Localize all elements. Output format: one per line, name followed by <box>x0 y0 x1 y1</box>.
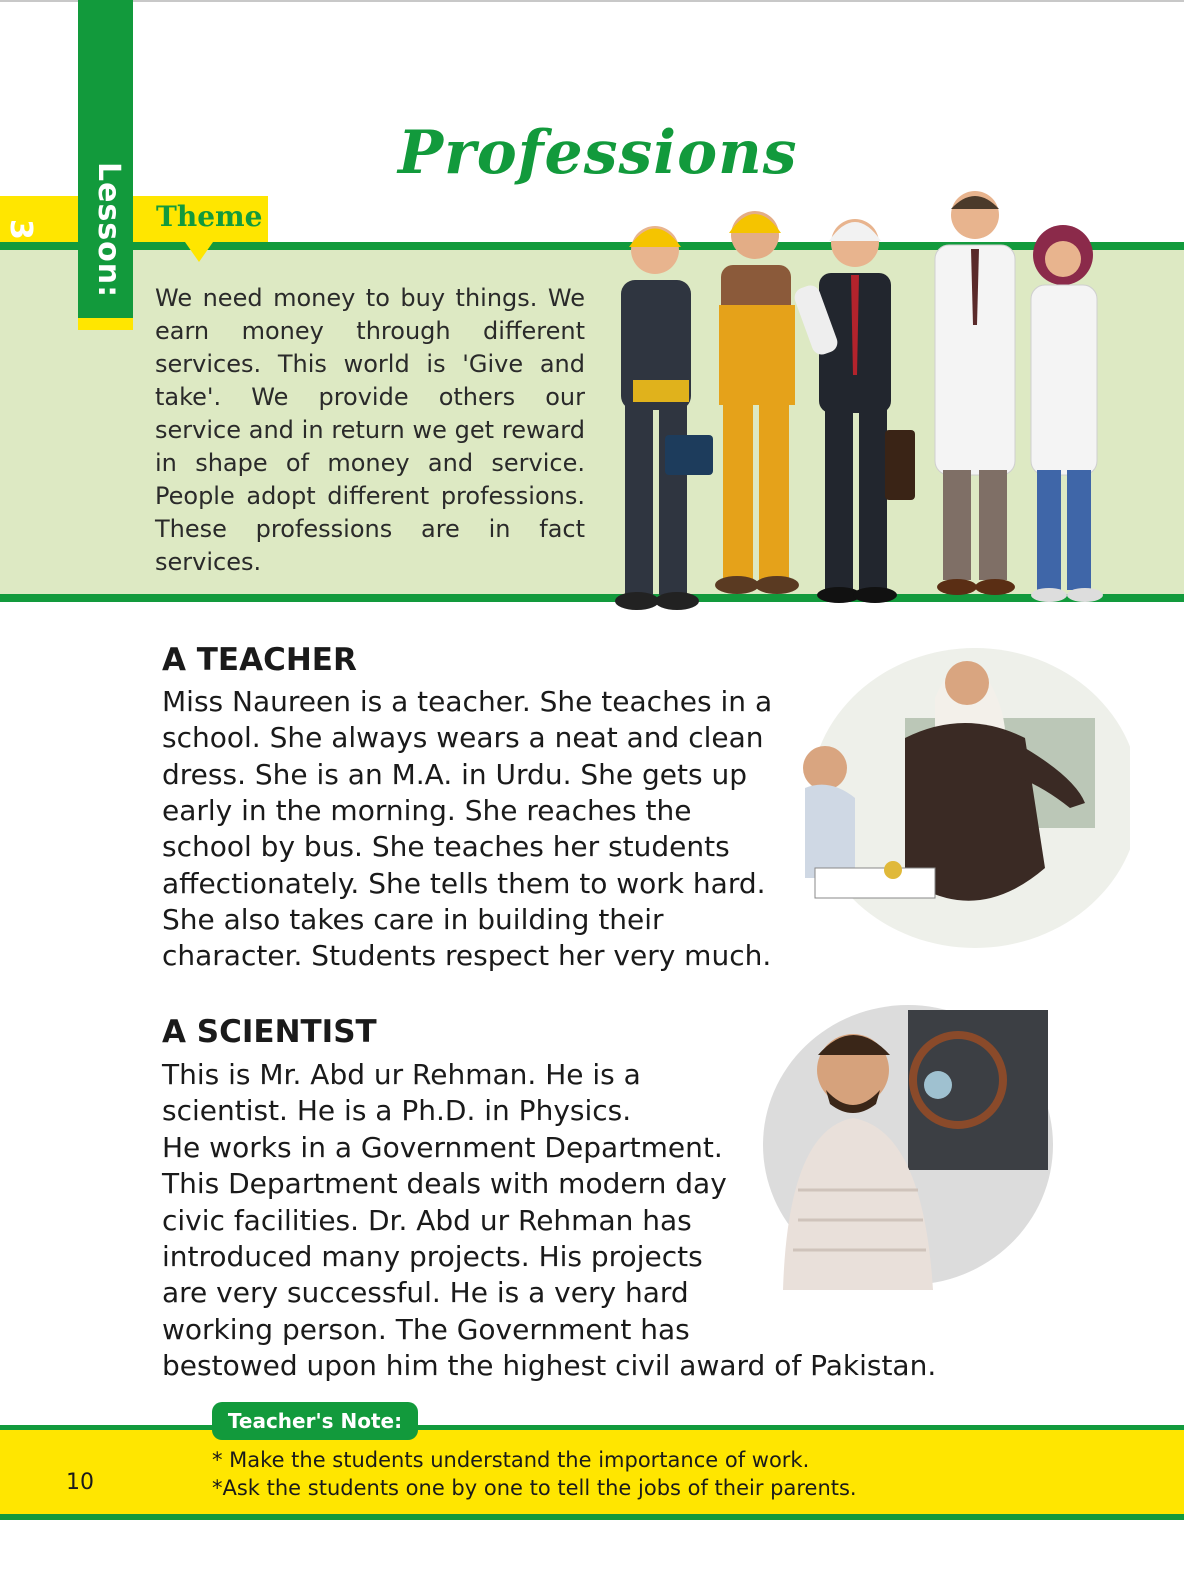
teacher-note-band <box>0 1425 1184 1519</box>
scientist-line: This is Mr. Abd ur Rehman. He is a <box>162 1058 641 1091</box>
scientist-illustration <box>758 1000 1058 1290</box>
scientist-line: working person. The Government has <box>162 1313 690 1346</box>
worker-nurse <box>1031 225 1103 602</box>
lesson-tab-accent <box>78 318 133 330</box>
top-rule <box>0 0 1184 2</box>
workers-illustration <box>585 175 1125 625</box>
teacher-line: dress. She is an M.A. in Urdu. She gets up <box>162 758 748 791</box>
teacher-note-line-1: * Make the students understand the importance of work. <box>212 1448 810 1472</box>
teacher-line: school. She always wears a neat and clean <box>162 721 764 754</box>
teacher-line: character. Students respect her very much. <box>162 939 772 972</box>
teacher-line: early in the morning. She reaches the <box>162 794 692 827</box>
scientist-line: He works in a Government Department. <box>162 1131 723 1164</box>
worker-doctor <box>935 191 1015 595</box>
teacher-heading: A TEACHER <box>162 642 357 678</box>
scientist-line: are very successful. He is a very hard <box>162 1276 689 1309</box>
worker-builder <box>715 211 799 594</box>
theme-label: Theme <box>156 200 263 233</box>
page-title: Professions <box>398 118 798 188</box>
teacher-line: school by bus. She teaches her students <box>162 830 730 863</box>
theme-text: We need money to buy things. We earn money through different services. This world is 'Give and take'. We provide others our service and in return we get reward in shape of money and service. People adopt different professions. These professions are in fact services. <box>155 284 585 576</box>
teacher-line: Miss Naureen is a teacher. She teaches in a <box>162 685 773 718</box>
lesson-label: Lesson: 3 <box>3 161 126 299</box>
teacher-note-top-line <box>0 1425 1184 1430</box>
scientist-heading: A SCIENTIST <box>162 1014 377 1050</box>
page-number: 10 <box>66 1470 94 1495</box>
theme-tab-pointer <box>185 242 213 262</box>
teacher-note-bottom-line <box>0 1514 1184 1520</box>
scientist-line: bestowed upon him the highest civil award of Pakistan. <box>162 1349 937 1382</box>
teacher-line: affectionately. She tells them to work hard. <box>162 867 766 900</box>
scientist-line: scientist. He is a Ph.D. in Physics. <box>162 1094 632 1127</box>
scientist-line: This Department deals with modern day <box>162 1167 727 1200</box>
teacher-note-line-2: *Ask the students one by one to tell the jobs of their parents. <box>212 1476 857 1500</box>
teacher-illustration <box>785 628 1130 948</box>
worker-electrician <box>615 226 713 610</box>
scientist-line: civic facilities. Dr. Abd ur Rehman has <box>162 1204 692 1237</box>
teacher-line: She also takes care in building their <box>162 903 664 936</box>
teacher-note-label: Teacher's Note: <box>212 1402 418 1440</box>
worker-engineer <box>792 219 915 603</box>
scientist-line: introduced many projects. His projects <box>162 1240 703 1273</box>
